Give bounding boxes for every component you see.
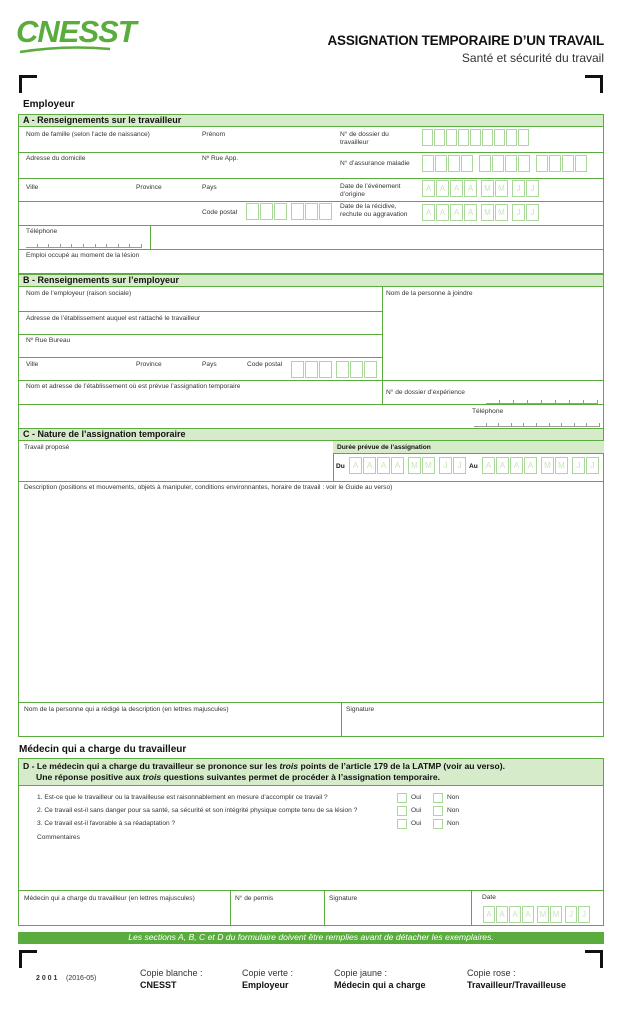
date-evenement-label: Date de l’événement d’origine — [340, 183, 401, 198]
q3-oui-checkbox[interactable] — [397, 819, 407, 829]
medecin-heading: Médecin qui a charge du travailleur — [19, 744, 187, 755]
nom-famille-label: Nom de famille (selon l’acte de naissance) — [26, 131, 150, 138]
description-label: Description (positions et mouvements, objets à manipuler, conditions environnantes, horaire de travail : voir le Guide au verso) — [24, 484, 393, 491]
au-label: Au — [469, 463, 478, 470]
date-medecin-cells[interactable]: A A A A M M J J — [483, 906, 591, 923]
pays-label: Pays — [202, 184, 217, 191]
telephone-employeur-field[interactable] — [474, 419, 600, 427]
copie-verte-value: Employeur — [242, 980, 289, 990]
duree-prevue-label: Durée prévue de l’assignation — [337, 444, 431, 451]
q2-oui-checkbox[interactable] — [397, 806, 407, 816]
q3-non-label: Non — [447, 820, 460, 827]
q1-oui-label: Oui — [411, 794, 422, 801]
no-dossier-label: N° de dossier du travailleur — [340, 131, 389, 146]
code-postal-employeur-cells[interactable] — [291, 361, 378, 378]
assurance-maladie-label: N° d’assurance maladie — [340, 160, 410, 167]
copie-jaune-value: Médecin qui a charge — [334, 980, 426, 990]
copie-jaune-label: Copie jaune : — [334, 968, 388, 978]
q1-oui-checkbox[interactable] — [397, 793, 407, 803]
q3-oui-label: Oui — [411, 820, 422, 827]
copie-rose-value: Travailleur/Travailleuse — [467, 980, 567, 990]
q3-non-checkbox[interactable] — [433, 819, 443, 829]
nom-adresse-etablissement-label: Nom et adresse de l’établissement où est prévue l’assignation temporaire — [26, 383, 241, 390]
question-1: 1. Est-ce que le travailleur ou la travailleuse est raisonnablement en mesure d’accomplir ce travail ? — [37, 794, 328, 801]
copie-rose-label: Copie rose : — [467, 968, 516, 978]
commentaires-field[interactable] — [37, 844, 597, 886]
copie-blanche-value: CNESST — [140, 980, 177, 990]
crop-mark-bottom-right — [585, 950, 603, 968]
nom-redige-label: Nom de la personne qui a rédigé la description (en lettres majuscules) — [24, 706, 229, 713]
q1-non-checkbox[interactable] — [433, 793, 443, 803]
section-d-header: D - Le médecin qui a charge du travailleur se prononce sur les trois points de l’article 179 de la LATMP (voir au verso). Une réponse positive aux trois questions suivantes permet de procéder à l’assignation temporaire. — [18, 758, 604, 786]
ville-label: Ville — [26, 184, 39, 191]
cnesst-logo: CNESST — [16, 14, 136, 49]
copie-blanche-label: Copie blanche : — [140, 968, 203, 978]
date-au-cells[interactable]: A A A A M M J J — [482, 457, 600, 474]
form-title: ASSIGNATION TEMPORAIRE D’UN TRAVAIL — [327, 33, 604, 48]
form-version: (2016-05) — [66, 975, 97, 982]
ville-employeur-label: Ville — [26, 361, 39, 368]
form-number: 2 0 0 1 — [36, 975, 58, 982]
crop-mark-bottom-left — [19, 950, 37, 968]
prenom-label: Prénom — [202, 131, 226, 138]
description-field[interactable] — [20, 494, 602, 700]
commentaires-label: Commentaires — [37, 834, 80, 841]
pays-employeur-label: Pays — [202, 361, 217, 368]
adresse-etablissement-label: Adresse de l’établissement auquel est rattaché le travailleur — [26, 315, 201, 322]
section-a-header: A - Renseignements sur le travailleur — [18, 114, 604, 127]
province-label: Province — [136, 184, 162, 191]
province-employeur-label: Province — [136, 361, 162, 368]
q1-non-label: Non — [447, 794, 460, 801]
q2-oui-label: Oui — [411, 807, 422, 814]
date-evenement-cells[interactable]: A A A A M M J J — [422, 180, 540, 197]
nom-employeur-label: Nom de l’employeur (raison sociale) — [26, 290, 132, 297]
date-recidive-cells[interactable]: A A A A M M J J — [422, 204, 540, 221]
crop-mark-top-right — [585, 75, 603, 93]
crop-mark-top-left — [19, 75, 37, 93]
signature-medecin-label: Signature — [329, 895, 358, 902]
medecin-nom-label: Médecin qui a charge du travailleur (en lettres majuscules) — [24, 895, 195, 902]
code-postal-employeur-label: Code postal — [247, 361, 283, 368]
telephone-field[interactable] — [26, 240, 142, 248]
notice-banner: Les sections A, B, C et D du formulaire doivent être remplies avant de détacher les exemplaires. — [18, 932, 604, 944]
no-permis-label: N° de permis — [235, 895, 274, 902]
emploi-label: Emploi occupé au moment de la lésion — [26, 252, 140, 259]
telephone-label: Téléphone — [26, 228, 58, 235]
form-subtitle: Santé et sécurité du travail — [461, 51, 604, 65]
no-dossier-experience-label: N° de dossier d’expérience — [386, 389, 465, 396]
telephone-employeur-label: Téléphone — [472, 408, 504, 415]
employeur-heading: Employeur — [23, 99, 75, 110]
travail-propose-label: Travail proposé — [24, 444, 70, 451]
section-b-header: B - Renseignements sur l’employeur — [18, 274, 604, 287]
code-postal-cells[interactable] — [246, 203, 333, 220]
q2-non-label: Non — [447, 807, 460, 814]
q2-non-checkbox[interactable] — [433, 806, 443, 816]
date-medecin-label: Date — [482, 894, 496, 901]
signature-redige-label: Signature — [346, 706, 375, 713]
no-rue-app-label: Nº Rue App. — [202, 155, 239, 162]
logo-swoosh-icon — [18, 46, 112, 54]
question-2: 2. Ce travail est-il sans danger pour sa santé, sa sécurité et son intégrité physique compte tenu de sa lésion ? — [37, 807, 358, 814]
adresse-label: Adresse du domicile — [26, 155, 86, 162]
du-label: Du — [336, 463, 345, 470]
nom-personne-joindre-label: Nom de la personne à joindre — [386, 290, 473, 297]
no-rue-bureau-label: Nº Rue Bureau — [26, 337, 71, 344]
date-recidive-label: Date de la récidive, rechute ou aggravation — [340, 203, 408, 218]
question-3: 3. Ce travail est-il favorable à sa réadaptation ? — [37, 820, 176, 827]
no-dossier-experience-field[interactable] — [486, 396, 598, 404]
date-du-cells[interactable]: A A A A M M J J — [349, 457, 467, 474]
assurance-maladie-cells[interactable] — [422, 155, 588, 172]
code-postal-label: Code postal — [202, 209, 238, 216]
section-c-header: C - Nature de l’assignation temporaire — [18, 428, 604, 441]
copie-verte-label: Copie verte : — [242, 968, 294, 978]
no-dossier-cells[interactable] — [422, 129, 530, 146]
